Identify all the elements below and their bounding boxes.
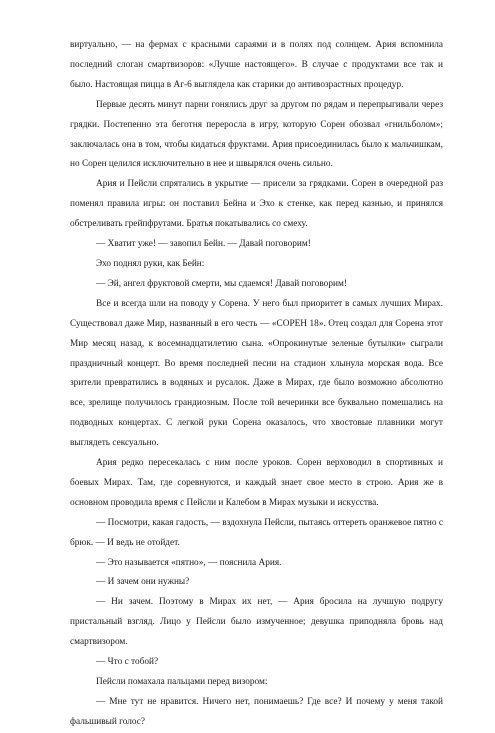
paragraph: Эхо поднял руки, как Бейн: <box>96 258 205 269</box>
dialogue-line: — Эй, ангел фруктовой смерти, мы сдаемся! Давай поговорим! <box>96 278 347 289</box>
document-page <box>70 36 443 733</box>
dialogue-line: — И зачем они нужны? <box>96 577 190 588</box>
paragraph: Ария редко пересекалась с ним после уроков. Сорен верховодил в спортивных и боевых Мирах. Там, где соревнуются, и каждый знает свое место в строю. Ария же в основном проводила время с Пейсли и Калебом в Мирах музыки и искусства. <box>70 458 443 508</box>
dialogue-line: — Мне тут не нравится. Ничего нет, понимаешь? Где все? И почему у меня такой фальшивый голос? <box>70 696 443 727</box>
dialogue-line: — Это называется «пятно», — пояснила Ария. <box>96 557 282 568</box>
paragraph: Первые десять минут парни гонялись друг за другом по рядам и перепрыгивали через грядки. Постепенно эта беготня переросла в игру, которую Сорен обозвал «гнильболом»; заключалась она в том, чтобы кидаться фруктами. Ария присоединилась было к мальчишкам, но Сорен целился исключительно в нее и швырялся очень сильно. <box>70 99 443 170</box>
paragraph-continuation: виртуально, — на фермах с красными сараями и в полях под солнцем. Ария вспомнила последний слоган смартвизоров: «Лучше настоящего». В случае с продуктами все так и было. Настоящая пицца в Аг-6 выглядела как старики до антивозрастных процедур. <box>70 40 443 90</box>
dialogue-line: — Ни зачем. Поэтому в Мирах их нет, — Ария бросила на лучшую подругу пристальный взгляд. Лицо у Пейсли было измученное; девушка приподняла бровь над смартвизором. <box>70 597 443 648</box>
dialogue-line: — Хватит уже! — завопил Бейн. — Давай поговорим! <box>96 239 311 250</box>
paragraph: Ария и Пейсли спрятались в укрытие — присели за грядками. Сорен в очередной раз поменял правила игры: он поставил Бейна и Эхо к стенке, как перед казнью, и принялся обстреливать грейпфрутами. Братья покатывались со смеху. <box>70 179 443 230</box>
dialogue-line: — Посмотри, какая гадость, — вздохнула Пейсли, пытаясь оттереть оранжевое пятно с брюк. — И ведь не отойдет. <box>70 517 443 548</box>
paragraph: Пейсли помахала пальцами перед визором: <box>96 677 268 687</box>
dialogue-line: — Что с тобой? <box>96 657 159 668</box>
paragraph: Все и всегда шли на поводу у Сорена. У него был приоритет в самых лучших Мирах. Существовал даже Мир, названный в его честь — «СОРЕН 18». Отец создал для Сорена этот Мир месяц назад, к восемнадцатилетию сына. «Опрокинутые зеленые бутылки» сыграли праздничный концерт. Во время последней песни на стадион хлынула морская вода. Все зрители превратились в водяных и русалок. Даже в Мирах, где было возможно абсолютно все, зрелище получилось грандиозным. После той вечеринки все буквально помешались на подводных концертах. С легкой руки Сорена оказалось, что хвостовые плавники могут выглядеть сексуально. <box>70 298 443 449</box>
